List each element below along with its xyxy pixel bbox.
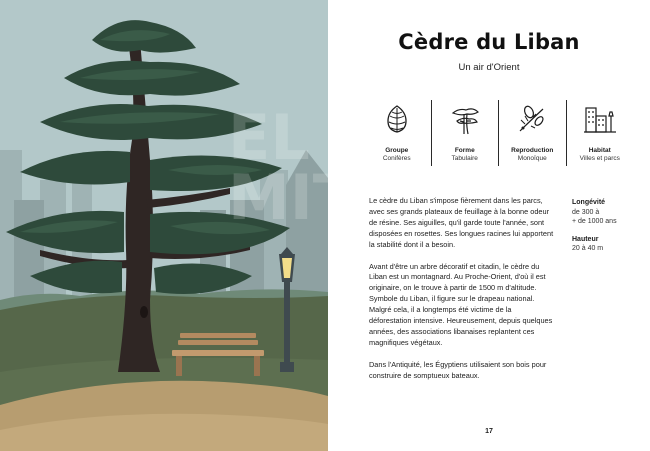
- fact-value: Tabulaire: [451, 155, 478, 162]
- height-label: Hauteur: [572, 235, 599, 243]
- fact-shape: [431, 100, 499, 166]
- page-number: 17: [485, 428, 493, 435]
- paragraph: Avant d'être un arbre décoratif et citadin, le cèdre du Liban est un montagnard. Au Proche-Orient, d'où il est originaire, on le trouve à partir de 1500 m d'altitude. Symbole du Liban, il figure sur le drapeau national. Malgré cela, il a longtemps été victime de la déforestation intensive. Heureusement, depuis quelques années, des associations libanaises replantent ces magnifiques végétaux.: [369, 261, 553, 347]
- city-buildings-icon: [583, 104, 617, 134]
- longevity-value: + de 1000 ans: [572, 218, 617, 225]
- pinecone-icon: [384, 104, 410, 134]
- fact-reproduction: [498, 100, 566, 166]
- paragraph: Le cèdre du Liban s'impose fièrement dans les parcs, avec ses grands plateaux de feuillage à la bonne odeur de résine. Ses aiguilles, qu'il garde toute l'année, sont disposées en rosettes. Ses longues racines lui apportent la stabilité dont il a besoin.: [369, 196, 554, 249]
- paragraph: Dans l'Antiquité, les Égyptiens utilisaient son bois pour construire de somptueux bateaux.: [369, 359, 547, 380]
- page-subtitle: Un air d'Orient: [458, 62, 520, 73]
- description-text: [369, 196, 555, 382]
- fact-label: Habitat: [588, 147, 611, 154]
- fact-value: Monoïque: [517, 155, 547, 162]
- fact-group: [363, 100, 431, 166]
- fact-label: Groupe: [385, 147, 409, 154]
- longevity-label: Longévité: [572, 199, 606, 206]
- side-info: [572, 198, 642, 254]
- facts-row: [363, 100, 633, 166]
- tree-shape-icon: [449, 104, 481, 136]
- height-value: 20 à 40 m: [572, 245, 604, 252]
- fact-label: Forme: [454, 147, 475, 154]
- text-page: [328, 0, 650, 451]
- fact-label: Reproduction: [511, 147, 554, 154]
- page-title: Cèdre du Liban: [398, 30, 580, 54]
- fact-value: Conifères: [382, 155, 411, 162]
- longevity-value: de 300 à: [572, 208, 600, 216]
- fact-value: Villes et parcs: [579, 155, 620, 162]
- branch-cone-icon: [517, 104, 547, 134]
- fact-habitat: [566, 100, 634, 166]
